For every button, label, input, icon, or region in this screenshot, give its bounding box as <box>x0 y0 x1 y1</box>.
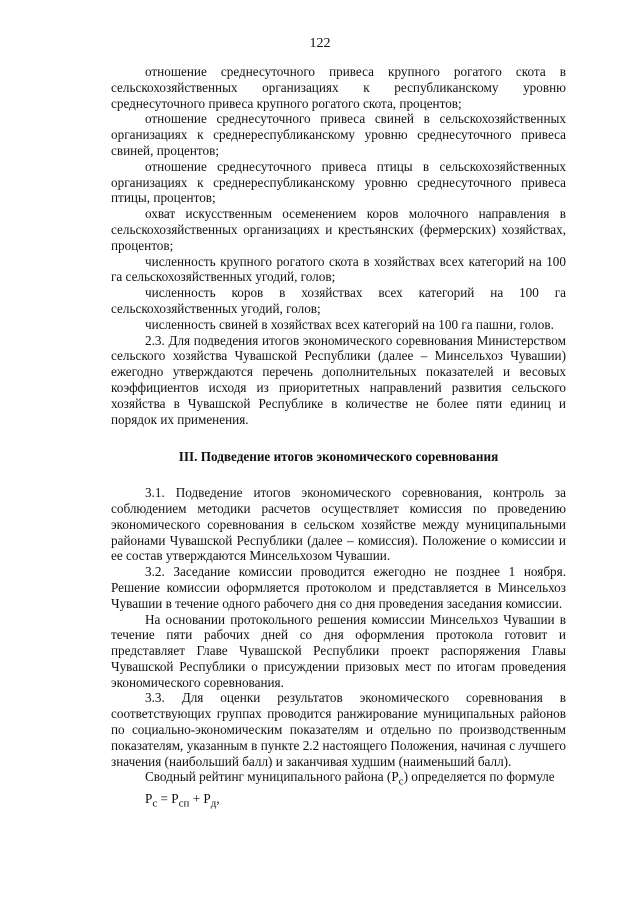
formula-lhs-subscript: c <box>152 797 158 810</box>
list-item: численность крупного рогатого скота в хозяйствах всех категорий на 100 га сельскохозяйственных угодий, голов; <box>111 253 566 285</box>
page-number: 122 <box>309 36 331 51</box>
formula-end: , <box>216 790 220 806</box>
formula-term1-subscript: сп <box>178 797 190 810</box>
list-item: отношение среднесуточного привеса птицы в сельскохозяйственных организациях к среднереспубликанскому уровню среднесуточного привеса птицы, процентов; <box>111 158 566 206</box>
document-body <box>111 64 566 812</box>
list-item: отношение среднесуточного привеса крупного рогатого скота в сельскохозяйственных организациях к республиканскому уровню среднесуточного привеса крупного рогатого скота, процентов; <box>111 64 566 111</box>
list-item: отношение среднесуточного привеса свиней в сельскохозяйственных организациях к среднереспубликанскому уровню среднесуточного привеса свиней, процентов; <box>111 111 566 158</box>
formula-plus: + P <box>189 790 211 806</box>
paragraph-3-2: 3.2. Заседание комиссии проводится ежегодно не позднее 1 ноября. Решение комиссии оформляется протоколом и представляется в Минсельхоз Чувашии в течение одного рабочего дня со дня проведения заседания комиссии. <box>111 564 566 611</box>
rating-text: Сводный рейтинг муниципального района (P <box>145 769 399 785</box>
rating-tail: ) определяется по формуле <box>403 769 555 785</box>
paragraph-3-2-continued: На основании протокольного решения комиссии Минсельхоз Чувашии в течение пяти рабочих дней со дня оформления протокола готовит и представляет Главе Чувашской Республики проект распоряжения Главы Чувашской Республики о присуждении призовых мест по итогам проведения экономического соревнования. <box>111 611 566 690</box>
paragraph-3-3: 3.3. Для оценки результатов экономического соревнования в соответствующих группах проводится ранжирование муниципальных районов по социально-экономическим показателям и отдельно по производственным показателям, указанным в пункте 2.2 настоящего Положения, начиная с лучшего значения (наибольший балл) и заканчивая худшим (наименьший балл). <box>111 690 566 769</box>
formula-equals: = P <box>157 790 179 806</box>
formula-lhs: P <box>145 790 153 806</box>
paragraph-2-3: 2.3. Для подведения итогов экономического соревнования Министерством сельского хозяйства Чувашской Республики (далее – Минсельхоз Чувашии) ежегодно утверждаются перечень дополнительных показателей и весовых коэффициентов исходя из приоритетных направлений развития сельского хозяйства в Чувашской Республике в количестве не более пяти единиц и порядок их применения. <box>111 332 566 427</box>
rating-formula <box>111 791 566 812</box>
formula-term2-subscript: д <box>210 797 217 810</box>
section-heading: III. Подведение итогов экономического соревнования <box>178 449 499 465</box>
list-item: охват искусственным осеменением коров молочного направления в сельскохозяйственных организациях и крестьянских (фермерских) хозяйствах, процентов; <box>111 206 566 253</box>
rating-sentence <box>111 769 566 790</box>
list-item: численность свиней в хозяйствах всех категорий на 100 га пашни, голов. <box>145 316 554 332</box>
rating-subscript: c <box>398 776 404 789</box>
paragraph-3-1: 3.1. Подведение итогов экономического соревнования, контроль за соблюдением методики расчетов осуществляет комиссия по проведению экономического соревнования в сельском хозяйстве между муниципальными районами Чувашской Республики (далее – комиссия). Положение о комиссии и ее состав утверждаются Минсельхозом Чувашии. <box>111 485 566 564</box>
list-item: численность коров в хозяйствах всех категорий на 100 га сельскохозяйственных угодий, голов; <box>111 285 566 316</box>
